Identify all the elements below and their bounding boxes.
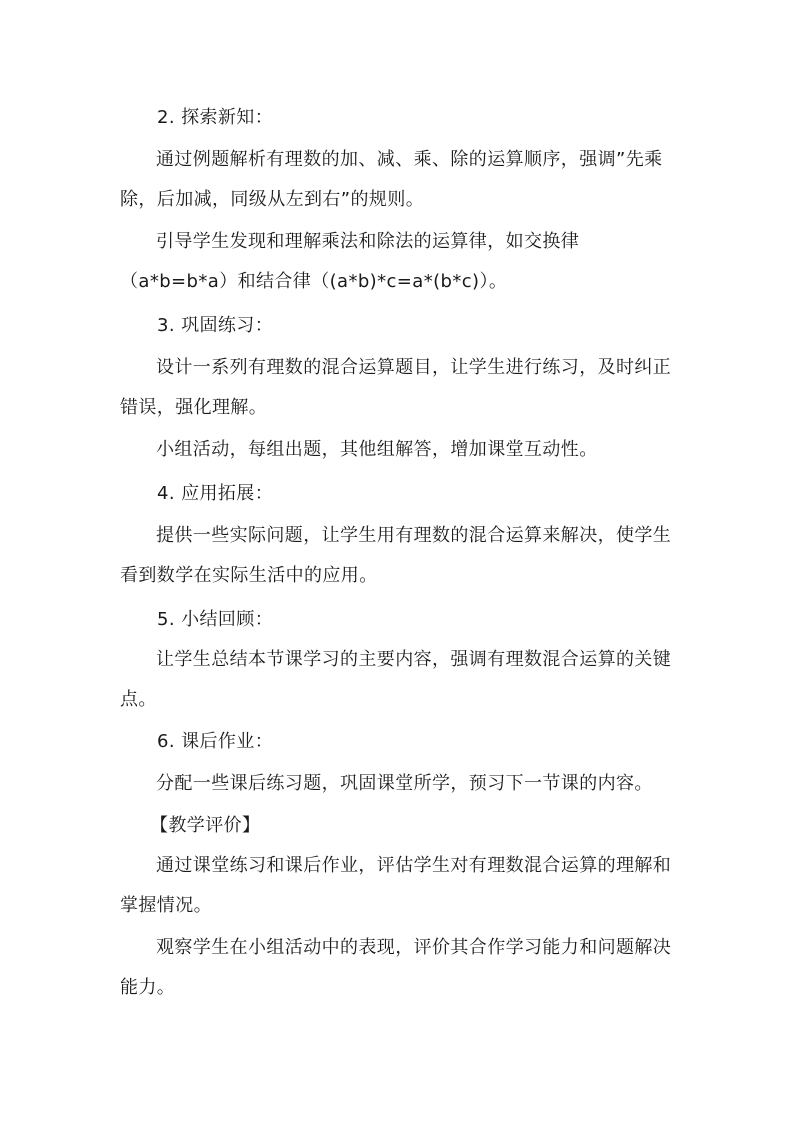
section-heading-5: 5. 小结回顾：	[157, 609, 274, 630]
paragraph: 观察学生在小组活动中的表现，评价其合作学习能力和问题解决能力。	[120, 937, 672, 998]
section-heading-6: 6. 课后作业：	[157, 731, 274, 752]
paragraph: 提供一些实际问题，让学生用有理数的混合运算来解决，使学生看到数学在实际生活中的应用。	[120, 525, 672, 586]
paragraph: 小组活动，每组出题，其他组解答，增加课堂互动性。	[156, 439, 598, 460]
section-heading-2: 2. 探索新知：	[157, 107, 274, 128]
paragraph: 分配一些课后练习题，巩固课堂所学，预习下一节课的内容。	[156, 773, 653, 794]
paragraph: 通过课堂练习和课后作业，评估学生对有理数混合运算的理解和掌握情况。	[120, 855, 672, 916]
paragraph: 引导学生发现和理解乘法和除法的运算律，如交换律（a*b=b*a）和结合律（(a*b)*c=a*(b*c)）。	[120, 231, 580, 292]
section-heading-evaluation: 【教学评价】	[150, 815, 261, 836]
section-heading-3: 3. 巩固练习：	[157, 315, 274, 336]
paragraph: 让学生总结本节课学习的主要内容，强调有理数混合运算的关键点。	[120, 649, 672, 710]
section-heading-4: 4. 应用拓展：	[157, 483, 274, 504]
paragraph: 通过例题解析有理数的加、减、乘、除的运算顺序，强调”先乘除，后加减，同级从左到右”的规则。	[120, 149, 663, 210]
paragraph: 设计一系列有理数的混合运算题目，让学生进行练习，及时纠正错误，强化理解。	[120, 357, 672, 418]
